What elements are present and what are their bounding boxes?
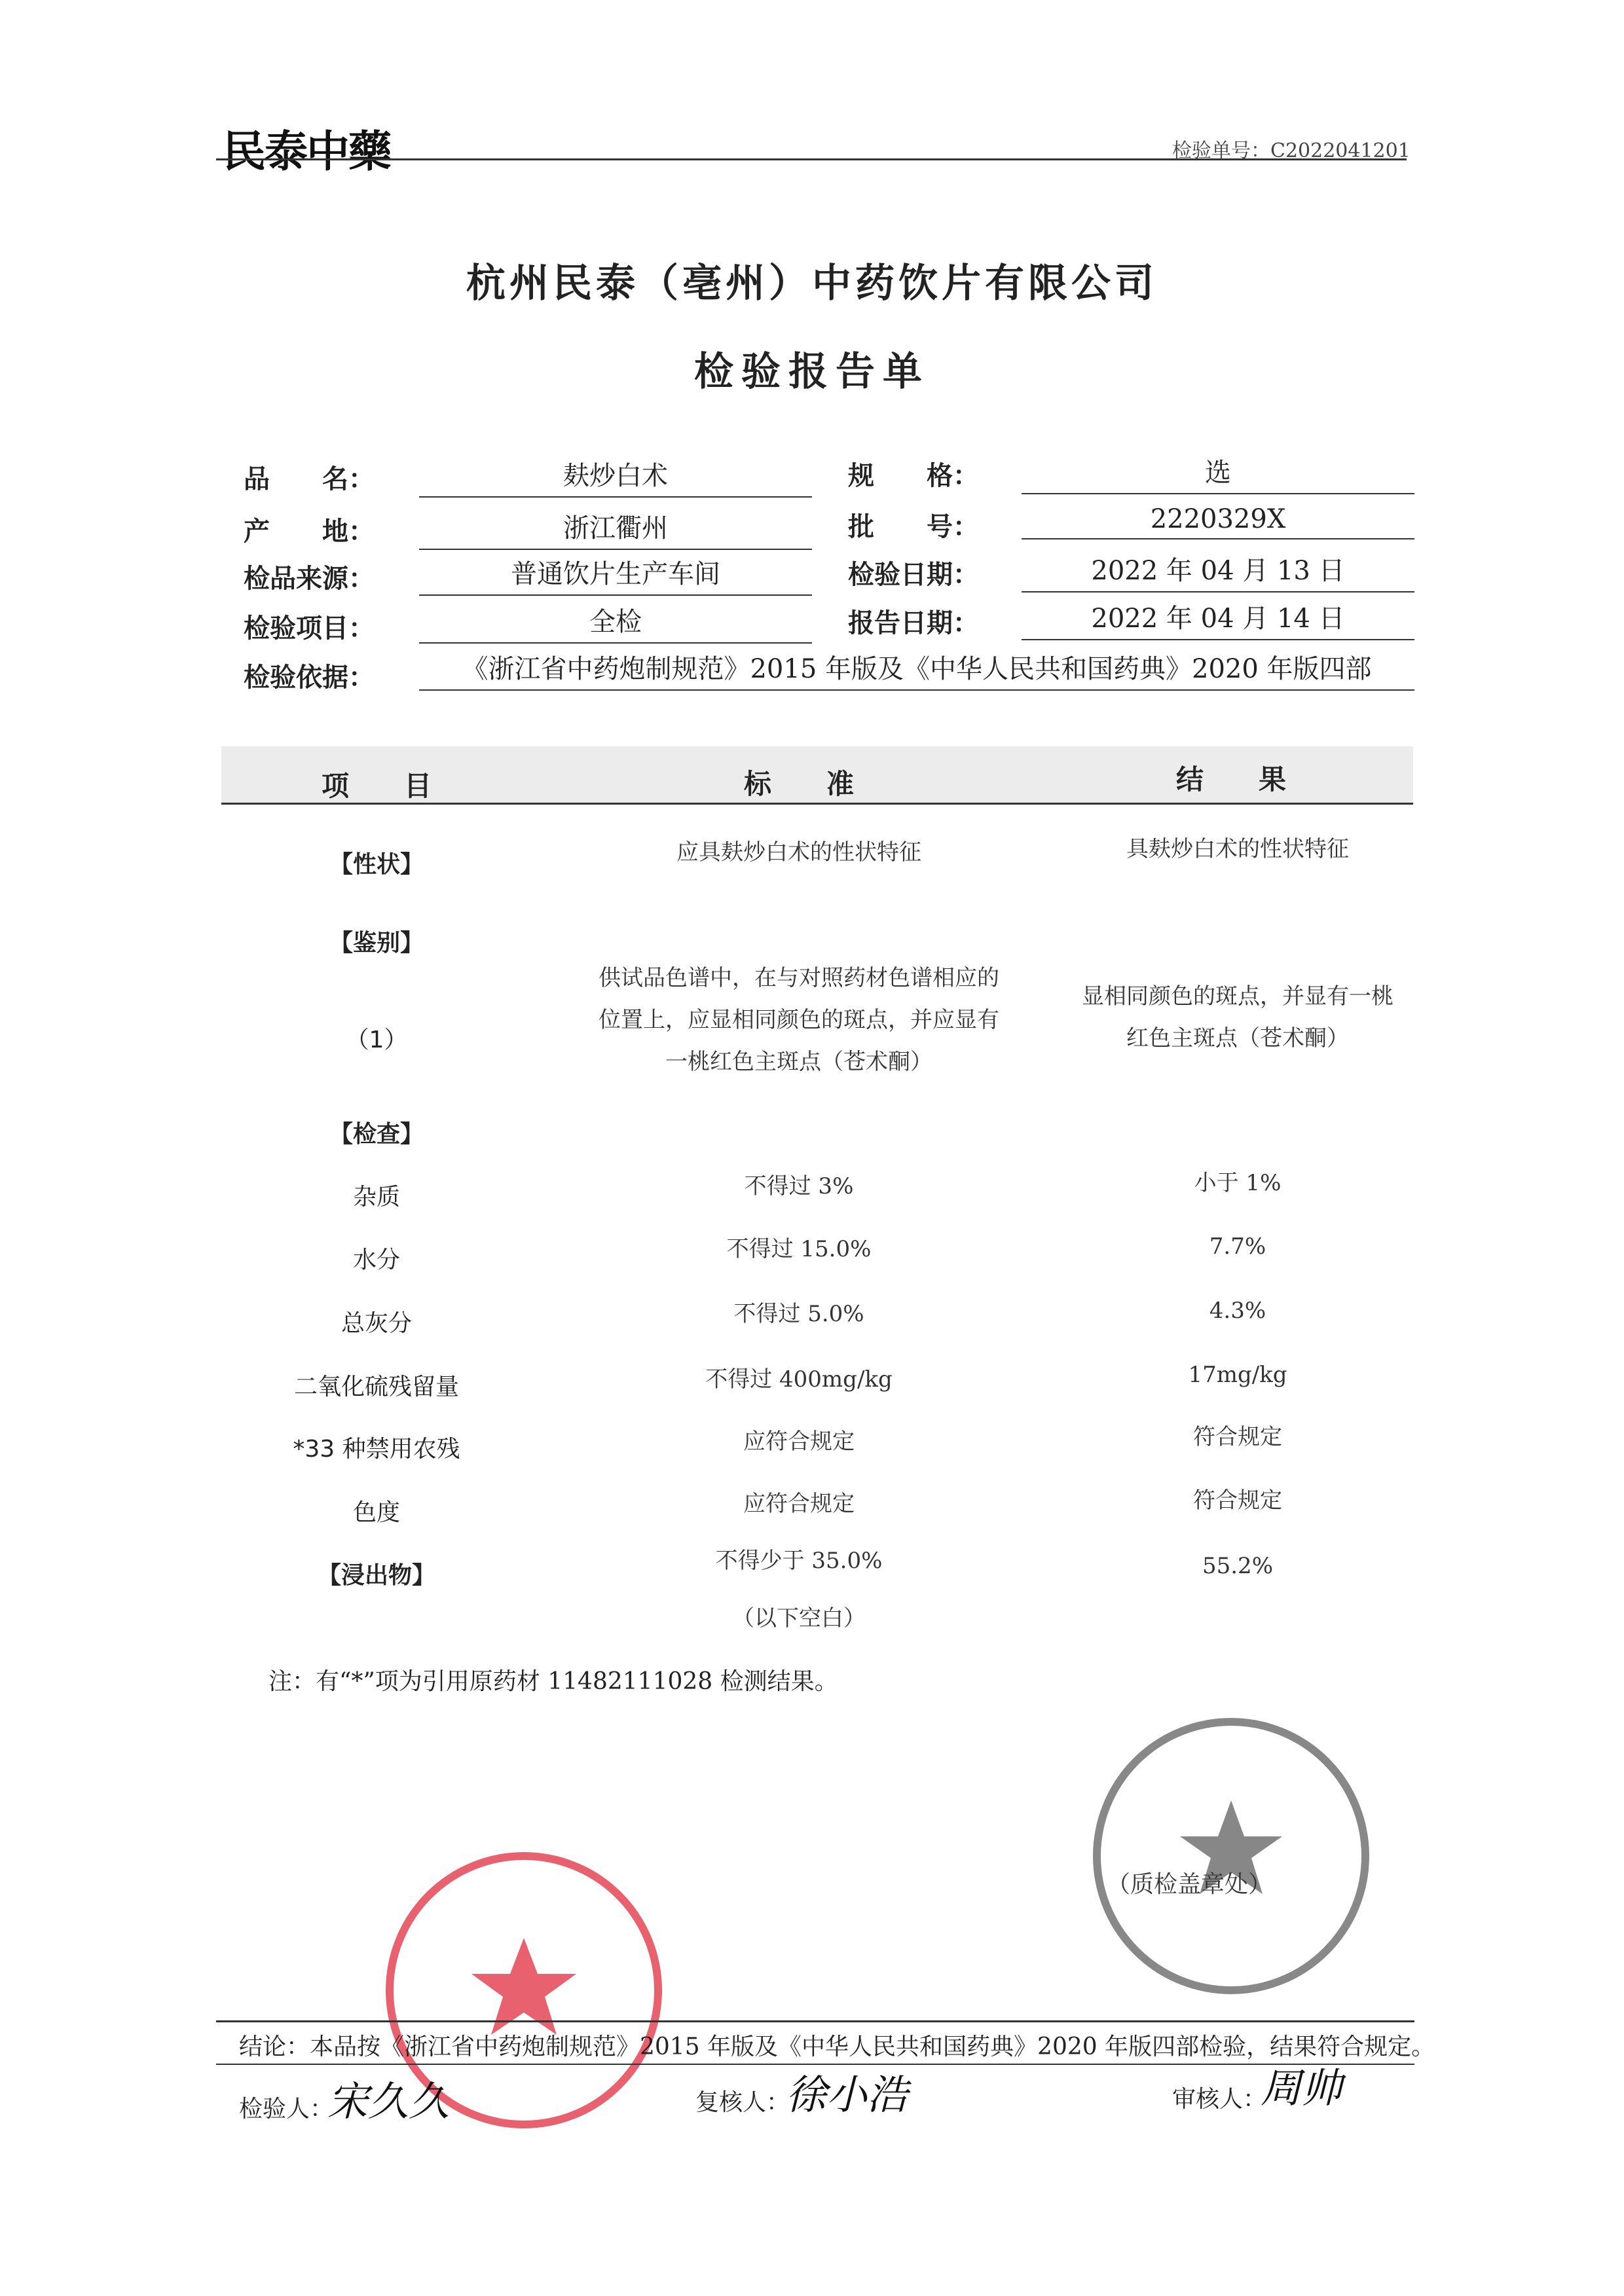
row-standard: 不得过 5.0% <box>733 1301 864 1327</box>
company-logo: 民泰中藥 <box>223 126 390 177</box>
row-standard: 不得过 3% <box>744 1173 854 1199</box>
header-divider <box>216 158 1407 160</box>
origin-label: 产 地： <box>244 517 375 547</box>
footer-divider <box>216 2020 1414 2022</box>
product-label: 品 名： <box>244 464 375 494</box>
row-result: 4.3% <box>1209 1298 1266 1324</box>
row-standard: 不得过 15.0% <box>726 1236 872 1262</box>
item-label: 检验项目： <box>244 613 375 644</box>
row-result: 17mg/kg <box>1188 1362 1287 1388</box>
company-name: 杭州民泰（亳州）中药饮片有限公司 <box>466 261 1158 306</box>
row-result: 具麸炒白术的性状特征 <box>1126 836 1349 862</box>
approver-signature: 周帅 <box>1261 2064 1342 2112</box>
row-item: 二氧化硫残留量 <box>293 1374 459 1400</box>
footnote: 注：有“*”项为引用原药材 11482111028 检测结果。 <box>268 1668 838 1695</box>
col-header-result: 结 果 <box>1175 763 1286 795</box>
row-item: 【性状】 <box>329 851 424 878</box>
reviewer-label: 复核人： <box>695 2089 790 2116</box>
row-standard: 应符合规定 <box>743 1429 855 1455</box>
report-number: 检验单号：C2022041201 <box>1172 139 1411 162</box>
conclusion: 结论：本品按《浙江省中药炮制规范》2015 年版及《中华人民共和国药典》2020 年版四部检验，结果符合规定。 <box>239 2033 1435 2060</box>
item-value: 全检 <box>419 601 812 644</box>
row-item: 【鉴别】 <box>329 930 424 957</box>
row-result: 显相同颜色的斑点，并显有一桃 红色主斑点（苍术酮） <box>1082 983 1393 1051</box>
origin-value: 浙江衢州 <box>419 507 812 550</box>
page-title: 检验报告单 <box>694 349 930 395</box>
product-value: 麸炒白术 <box>419 455 812 498</box>
row-standard: 应符合规定 <box>743 1491 855 1517</box>
row-item: 【浸出物】 <box>317 1562 435 1589</box>
inspection-seal <box>1061 1702 1401 2010</box>
source-value: 普通饮片生产车间 <box>419 553 812 596</box>
stamp-placeholder-label: （质检盖章处） <box>1107 1871 1272 1898</box>
inspect-date-label: 检验日期： <box>848 560 979 590</box>
row-item: 杂质 <box>352 1184 400 1211</box>
row-item: （1） <box>345 1027 408 1053</box>
row-result: 7.7% <box>1209 1233 1266 1260</box>
row-item: 【检查】 <box>329 1121 424 1148</box>
basis-label: 检验依据： <box>244 663 375 693</box>
approver-label: 审核人： <box>1172 2086 1267 2113</box>
row-result: 符合规定 <box>1193 1487 1282 1514</box>
col-header-standard: 标 准 <box>743 768 854 800</box>
row-item: 总灰分 <box>341 1310 412 1337</box>
spec-label: 规 格： <box>848 461 979 491</box>
row-result: 55.2% <box>1202 1553 1273 1579</box>
inspector-signature: 宋久久 <box>327 2077 450 2125</box>
inspect-date-value: 2022 年 04 月 13 日 <box>1022 550 1414 592</box>
row-standard: 不得少于 35.0% <box>715 1548 883 1574</box>
row-standard: 供试品色谱中，在与对照药材色谱相应的 位置上，应显相同颜色的斑点，并应显有 一桃红色主斑点（苍术酮） <box>599 965 999 1075</box>
spec-value: 选 <box>1022 452 1414 494</box>
row-standard: 不得过 400mg/kg <box>705 1366 893 1393</box>
col-header-item: 项 目 <box>321 770 432 802</box>
row-item: 水分 <box>352 1247 400 1273</box>
batch-value: 2220329X <box>1022 504 1414 539</box>
inspector-label: 检验人： <box>239 2096 334 2123</box>
reviewer-signature: 徐小浩 <box>786 2071 908 2119</box>
report-date-value: 2022 年 04 月 14 日 <box>1022 598 1414 640</box>
row-result: 小于 1% <box>1194 1170 1282 1196</box>
row-item: 色度 <box>352 1499 400 1526</box>
report-date-label: 报告日期： <box>848 608 979 638</box>
source-label: 检品来源： <box>244 564 375 594</box>
row-item: *33 种禁用农残 <box>293 1436 460 1463</box>
row-standard: 应具麸炒白术的性状特征 <box>676 839 921 866</box>
row-result: 符合规定 <box>1193 1424 1282 1450</box>
blank-note: （以下空白） <box>732 1605 866 1631</box>
basis-value: 《浙江省中药炮制规范》2015 年版及《中华人民共和国药典》2020 年版四部 <box>419 648 1414 691</box>
batch-label: 批 号： <box>848 512 979 542</box>
